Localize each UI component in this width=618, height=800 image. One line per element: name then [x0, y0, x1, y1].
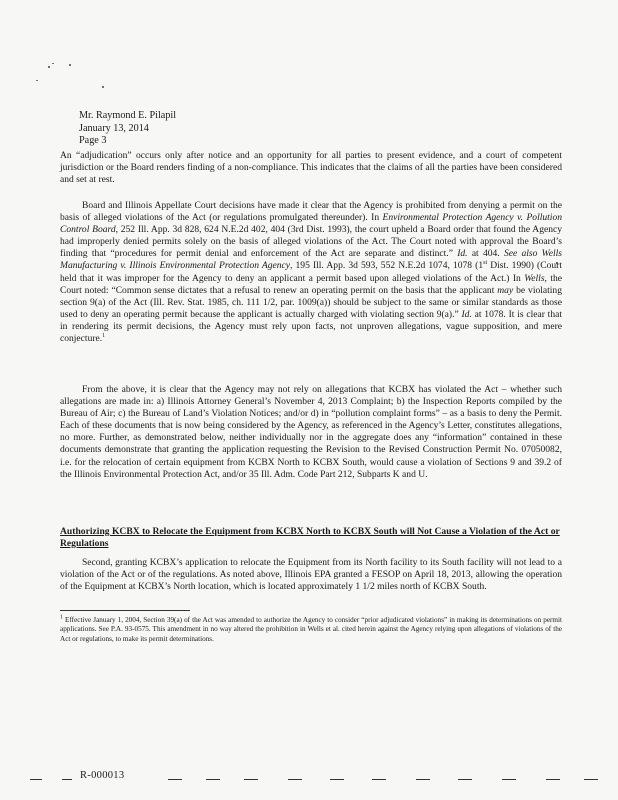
paragraph-relocation: Second, granting KCBX’s application to relocate the Equipment from its North facility to its South facility will not lead to a violation of the Act or of the regulations. As noted above, Illinois EPA granted a FESOP on April 18, 2013, allowing the operation of the Equipment at KCBX’s North location, which is located approximately 1 1/2 miles north of KCBX South. — [60, 557, 562, 593]
letter-header — [79, 110, 176, 148]
paragraph-allegations: From the above, it is clear that the Agency may not rely on allegations that KCBX has violated the Act – whether such allegations are made in: a) Illinois Attorney General’s November 4, 2013 Complaint; b) the Inspection Reports compiled by the Bureau of Air; c) the Bureau of Land’s Violation Notices; and/or d) in “pollution complaint forms” – as a basis to deny the Permit. Each of these documents that is now being considered by the Agency, as referenced in the Agency’s Letter, constitutes allegations, no more. Further, as demonstrated below, neither individually nor in the aggregate does any “information” contained in these documents demonstrate that granting the application requesting the Revision to the Revised Construction Permit No. 07050082, i.e. for the relocation of certain equipment from KCBX North to KCBX South, would cause a violation of Sections 9 and 39.2 of the Illinois Environmental Protection Act, and/or 35 Ill. Adm. Code Part 212, Subparts K and U. — [60, 384, 562, 480]
text-run: , the Court noted: “Common sense dictates that a refusal to renew an operating permit on the basis that the applicant — [60, 272, 562, 296]
case-citation: Wells — [524, 272, 545, 284]
paragraph-case-law — [60, 200, 562, 345]
footnote-rule — [60, 610, 190, 611]
case-citation: Environmental Protection Agency v. Pollution Control Board — [60, 212, 563, 236]
footnote-text: Effective January 1, 2004, Section 39(a) of the Act was amended to authorize the Agency to consider “prior adjudicated violations” in making its determinations on permit applications. See P.A. 93-0575. This amendment in no way altered the prohibition in Wells et al. cited herein against the Agency relying upon allegations of violations of the Act or regulations, to make its permit determinations. — [60, 616, 562, 643]
case-citation: See also Wells Manufacturing v. Illinois Environmental Protection Agency — [60, 248, 562, 272]
scan-dash — [502, 779, 516, 780]
id-citation: Id. — [457, 248, 468, 260]
scan-dash — [62, 779, 72, 780]
emphasis: may — [497, 284, 514, 296]
text-run: at 1078. It is clear that in rendering its permit decisions, the Agency must rely upon facts, not unproven allegations, vague supposition, and mere conjecture. — [60, 308, 562, 345]
ordinal-suffix: st — [483, 260, 488, 267]
page-number: Page 3 — [79, 135, 107, 146]
scan-dash — [546, 779, 560, 780]
text-run: , 252 Ill. App. 3d 828, 624 N.E.2d 402, 404 (3rd Dist. 1993), the court upheld a Board order that found the Agency had improperly denied permits solely on the basis of alleged violations of the Act. The Court noted with approval the Board’s finding that “procedures for permit denial and enforcement of the Act are separate and distinct.” — [60, 224, 562, 260]
scan-dash — [330, 779, 344, 780]
scan-dash — [288, 779, 302, 780]
scan-dash — [30, 779, 42, 780]
scan-dash — [584, 779, 598, 780]
text-run: at 404. — [467, 248, 504, 260]
text-run: Dist. 1990) (Court held that it was improper for the Agency to deny an applicant a permit based upon alleged violations of the Act.) In — [60, 260, 562, 284]
scan-dash — [244, 779, 258, 780]
text-run: , 195 Ill. App. 3d 593, 552 N.E.2d 1074, 1078 (1 — [290, 260, 484, 272]
scan-dash — [168, 779, 182, 780]
scan-dash — [458, 779, 472, 780]
footnote — [60, 616, 562, 644]
footnote-number: 1 — [60, 614, 63, 621]
scan-dash — [372, 779, 386, 780]
footnote-ref: 1 — [102, 332, 106, 339]
recipient-name: Mr. Raymond E. Pilapil — [79, 110, 177, 121]
letter-date: January 13, 2014 — [79, 122, 149, 134]
scan-dash — [206, 779, 220, 780]
scan-dash — [416, 779, 430, 780]
page-footer — [0, 770, 618, 790]
text-run: be violating section 9(a) of the Act (Ill. Rev. Stat. 1985, ch. 111 1/2, par. 1009(a)) should be subject to the same or similar standards as those used to deny an operating permit because the applicant is actually charged with violating section 9(a).” — [60, 284, 562, 320]
paragraph-adjudication: An “adjudication” occurs only after notice and an opportunity for all parties to present evidence, and a court of competent jurisdiction or the Board renders finding of a non-compliance. This indicates that the claims of all the parties have been considered and set at rest. — [60, 150, 562, 186]
id-citation: Id. — [461, 308, 472, 320]
text-run: Board and Illinois Appellate Court decisions have made it clear that the Agency is prohibited from denying a permit on the basis of alleged violations of the Act (or regulations promulgated thereunder). In — [60, 200, 562, 224]
section-heading: Authorizing KCBX to Relocate the Equipment from KCBX North to KCBX South will Not Cause a Violation of the Act or Regulations — [60, 526, 560, 550]
bates-number: R-000013 — [80, 770, 125, 781]
